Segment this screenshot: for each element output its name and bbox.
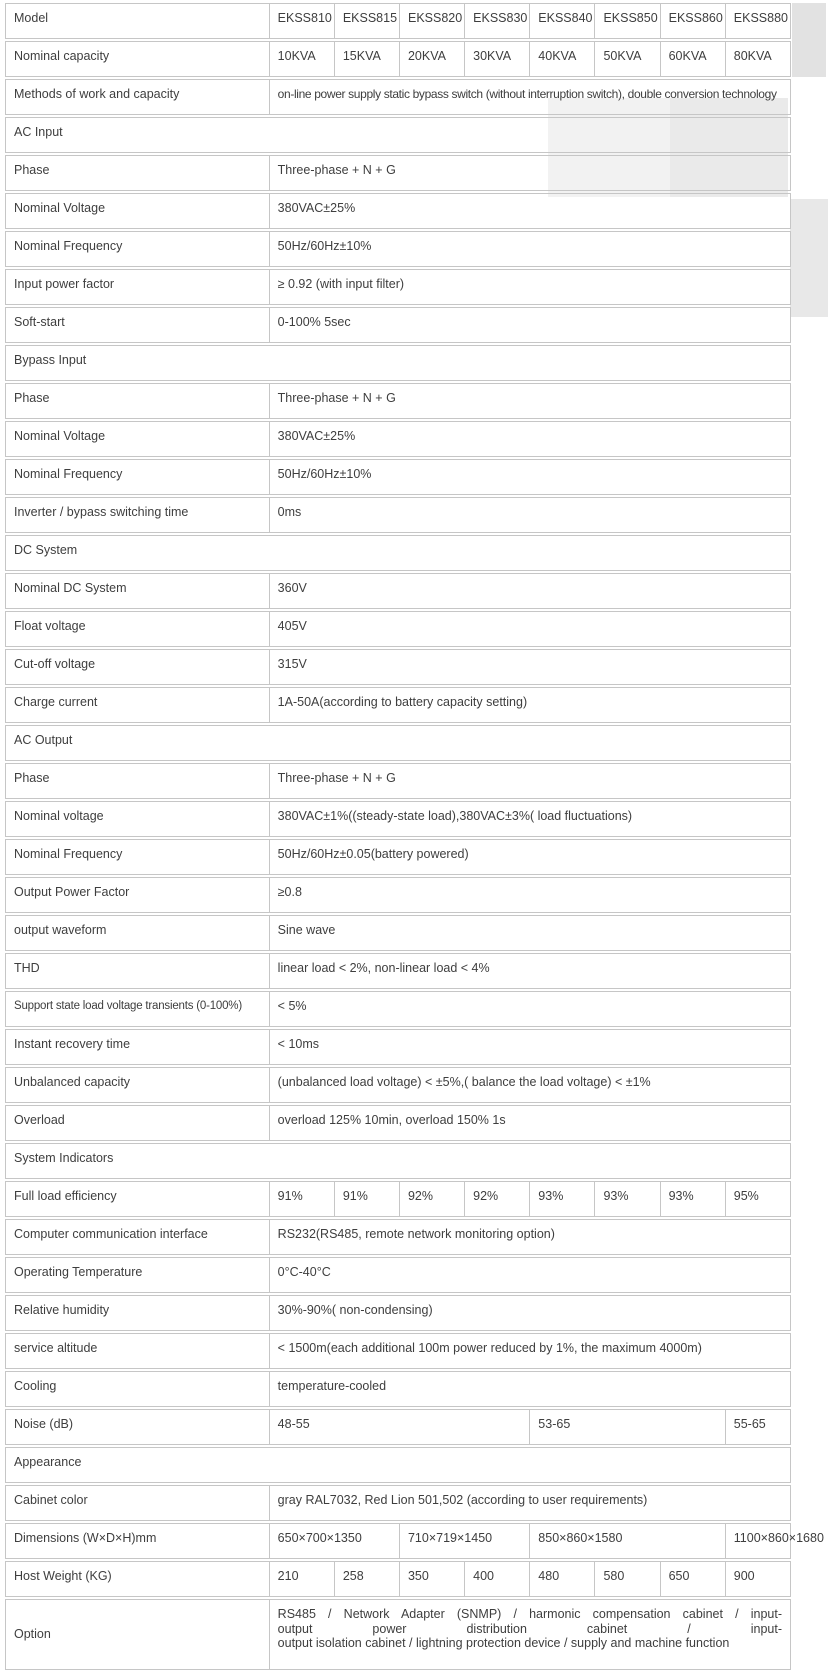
table-row [5, 535, 791, 571]
spec-value-cell: 380VAC±25% [270, 421, 791, 457]
spec-value-cell: on-line power supply static bypass switch (without interruption switch), double conversion technology [270, 79, 791, 115]
spec-value-cell: 93% [530, 1181, 595, 1217]
row-label-cell: Nominal Frequency [5, 459, 270, 495]
spec-value-cell: 95% [726, 1181, 791, 1217]
spec-value-cell: 50Hz/60Hz±10% [270, 459, 791, 495]
table-row [5, 3, 791, 39]
spec-value-cell: 30KVA [465, 41, 530, 77]
table-row [5, 839, 791, 875]
section-header-cell: Bypass Input [5, 345, 791, 381]
spec-value-cell: 850×860×1580 [530, 1523, 725, 1559]
spec-value-cell: 80KVA [726, 41, 791, 77]
table-row [5, 1029, 791, 1065]
spec-value-cell: gray RAL7032, Red Lion 501,502 (according to user requirements) [270, 1485, 791, 1521]
spec-value-cell: ˂ 5% [270, 991, 791, 1027]
spec-value-cell: overload 125% 10min, overload 150% 1s [270, 1105, 791, 1141]
model-header-cell: EKSS815 [335, 3, 400, 39]
row-label-cell: Output Power Factor [5, 877, 270, 913]
table-row [5, 801, 791, 837]
row-label-cell: Cooling [5, 1371, 270, 1407]
row-label-cell: THD [5, 953, 270, 989]
row-label-cell: Overload [5, 1105, 270, 1141]
spec-value-cell: 380VAC±1%((steady-state load),380VAC±3%( load fluctuations) [270, 801, 791, 837]
spec-value-cell: 15KVA [335, 41, 400, 77]
table-row [5, 1599, 791, 1670]
table-row [5, 1409, 791, 1445]
spec-value-cell: Three-phase + N + G [270, 383, 791, 419]
spec-value-cell: 405V [270, 611, 791, 647]
row-label-cell: Host Weight (KG) [5, 1561, 270, 1597]
row-label-cell: Option [5, 1599, 270, 1670]
spec-value-cell: 40KVA [530, 41, 595, 77]
row-label-cell: Nominal Frequency [5, 231, 270, 267]
spec-value-cell: 10KVA [270, 41, 335, 77]
row-label-cell: Computer communication interface [5, 1219, 270, 1255]
spec-value-cell: 480 [530, 1561, 595, 1597]
row-label-cell: Cabinet color [5, 1485, 270, 1521]
spec-value-cell: 92% [465, 1181, 530, 1217]
spec-table-body [5, 3, 824, 1670]
table-row [5, 725, 791, 761]
table-row [5, 1561, 791, 1597]
spec-value-cell: 400 [465, 1561, 530, 1597]
spec-value-cell: 380VAC±25% [270, 193, 791, 229]
spec-value-cell: 48-55 [270, 1409, 531, 1445]
spec-value-cell: 0ms [270, 497, 791, 533]
section-header-cell: System Indicators [5, 1143, 791, 1179]
row-label-cell: Dimensions (W×D×H)mm [5, 1523, 270, 1559]
table-row [5, 269, 791, 305]
table-row [5, 41, 791, 77]
row-label-cell: Phase [5, 155, 270, 191]
section-header-cell: Appearance [5, 1447, 791, 1483]
spec-value-cell: 710×719×1450 [400, 1523, 530, 1559]
row-label-cell: Methods of work and capacity [5, 79, 270, 115]
spec-value-cell: Sine wave [270, 915, 791, 951]
spec-value-cell: RS232(RS485, remote network monitoring option) [270, 1219, 791, 1255]
spec-value-cell: Three-phase + N + G [270, 763, 791, 799]
spec-value-cell: 0-100% 5sec [270, 307, 791, 343]
table-row [5, 345, 791, 381]
row-label-cell: Relative humidity [5, 1295, 270, 1331]
option-text-line: output power distribution cabinet / input- [277, 1621, 782, 1636]
spec-value-cell: 315V [270, 649, 791, 685]
spec-value-cell: 258 [335, 1561, 400, 1597]
spec-value-cell: 1100×860×1680 [726, 1523, 791, 1559]
option-value-cell [270, 1599, 791, 1670]
spec-value-cell: 93% [595, 1181, 660, 1217]
option-text-line: output isolation cabinet / lightning protection device / supply and machine function [277, 1636, 730, 1650]
table-row [5, 611, 791, 647]
spec-value-cell: 1A-50A(according to battery capacity setting) [270, 687, 791, 723]
spec-value-cell: 93% [661, 1181, 726, 1217]
spec-value-cell: ˂ 10ms [270, 1029, 791, 1065]
spec-value-cell: 55-65 [726, 1409, 791, 1445]
table-row [5, 877, 791, 913]
table-row [5, 1333, 791, 1369]
row-label-cell: Phase [5, 383, 270, 419]
spec-value-cell: 50KVA [595, 41, 660, 77]
spec-value-cell: 92% [400, 1181, 465, 1217]
spec-value-cell: 650×700×1350 [270, 1523, 400, 1559]
table-row [5, 763, 791, 799]
table-row [5, 915, 791, 951]
row-label-cell: Nominal Voltage [5, 193, 270, 229]
spec-value-cell: 50Hz/60Hz±0.05(battery powered) [270, 839, 791, 875]
spec-value-cell: temperature-cooled [270, 1371, 791, 1407]
table-row [5, 687, 791, 723]
row-label-cell: Phase [5, 763, 270, 799]
option-text-line: RS485 / Network Adapter (SNMP) / harmonic compensation cabinet / input- [277, 1607, 782, 1621]
spec-value-cell: 0°C-40°C [270, 1257, 791, 1293]
table-row [5, 1105, 791, 1141]
table-row [5, 1371, 791, 1407]
spec-value-cell: 91% [270, 1181, 335, 1217]
row-label-cell: Soft-start [5, 307, 270, 343]
table-row [5, 155, 791, 191]
spec-value-cell: 210 [270, 1561, 335, 1597]
row-label-cell: Operating Temperature [5, 1257, 270, 1293]
table-row [5, 953, 791, 989]
row-label-cell: Nominal Frequency [5, 839, 270, 875]
spec-value-cell: ≥0.8 [270, 877, 791, 913]
table-row [5, 1447, 791, 1483]
row-label-cell: Support state load voltage transients (0-100%) [5, 991, 270, 1027]
spec-value-cell: 53-65 [530, 1409, 725, 1445]
table-row [5, 383, 791, 419]
row-label-cell: Noise (dB) [5, 1409, 270, 1445]
spec-value-cell: 30%-90%( non-condensing) [270, 1295, 791, 1331]
table-row [5, 573, 791, 609]
table-row [5, 117, 791, 153]
background-artifact [790, 199, 828, 317]
table-row [5, 307, 791, 343]
row-label-cell: output waveform [5, 915, 270, 951]
row-label-cell: Nominal voltage [5, 801, 270, 837]
model-header-cell: EKSS810 [270, 3, 335, 39]
spec-value-cell: 60KVA [661, 41, 726, 77]
row-label-cell: Unbalanced capacity [5, 1067, 270, 1103]
model-header-cell: EKSS860 [661, 3, 726, 39]
table-row [5, 649, 791, 685]
row-label-cell: Input power factor [5, 269, 270, 305]
spec-value-cell: 50Hz/60Hz±10% [270, 231, 791, 267]
spec-value-cell: ˂ 1500m(each additional 100m power reduced by 1%, the maximum 4000m) [270, 1333, 791, 1369]
section-header-cell: DC System [5, 535, 791, 571]
spec-value-cell: ≥ 0.92 (with input filter) [270, 269, 791, 305]
table-row [5, 1295, 791, 1331]
table-row [5, 193, 791, 229]
row-label-cell: Float voltage [5, 611, 270, 647]
table-row [5, 991, 791, 1027]
row-label-cell: Instant recovery time [5, 1029, 270, 1065]
table-row [5, 1067, 791, 1103]
table-row [5, 497, 791, 533]
model-header-cell: EKSS820 [400, 3, 465, 39]
table-row [5, 421, 791, 457]
spec-value-cell: 20KVA [400, 41, 465, 77]
row-label-cell: service altitude [5, 1333, 270, 1369]
background-artifact [792, 3, 826, 77]
table-row [5, 1219, 791, 1255]
row-label-cell: Inverter / bypass switching time [5, 497, 270, 533]
row-label-cell: Model [5, 3, 270, 39]
table-row [5, 1523, 791, 1559]
spec-value-cell: (unbalanced load voltage) ˂ ±5%,( balance the load voltage) ˂ ±1% [270, 1067, 791, 1103]
table-row [5, 459, 791, 495]
spec-value-cell: 650 [661, 1561, 726, 1597]
spec-value-cell: 350 [400, 1561, 465, 1597]
spec-value-cell: 900 [726, 1561, 791, 1597]
table-row [5, 1257, 791, 1293]
model-header-cell: EKSS880 [726, 3, 791, 39]
spec-value-cell: 580 [595, 1561, 660, 1597]
spec-value-cell: linear load ˂ 2%, non-linear load ˂ 4% [270, 953, 791, 989]
table-row [5, 79, 791, 115]
row-label-cell: Charge current [5, 687, 270, 723]
model-header-cell: EKSS830 [465, 3, 530, 39]
spec-value-cell: 360V [270, 573, 791, 609]
table-row [5, 1143, 791, 1179]
row-label-cell: Full load efficiency [5, 1181, 270, 1217]
row-label-cell: Nominal DC System [5, 573, 270, 609]
model-header-cell: EKSS840 [530, 3, 595, 39]
table-row [5, 231, 791, 267]
spec-value-cell: 91% [335, 1181, 400, 1217]
row-label-cell: Nominal Voltage [5, 421, 270, 457]
row-label-cell: Cut-off voltage [5, 649, 270, 685]
table-row [5, 1485, 791, 1521]
model-header-cell: EKSS850 [595, 3, 660, 39]
section-header-cell: AC Input [5, 117, 791, 153]
table-row [5, 1181, 791, 1217]
section-header-cell: AC Output [5, 725, 791, 761]
spec-value-cell: Three-phase + N + G [270, 155, 791, 191]
row-label-cell: Nominal capacity [5, 41, 270, 77]
spec-table [5, 1, 824, 1672]
